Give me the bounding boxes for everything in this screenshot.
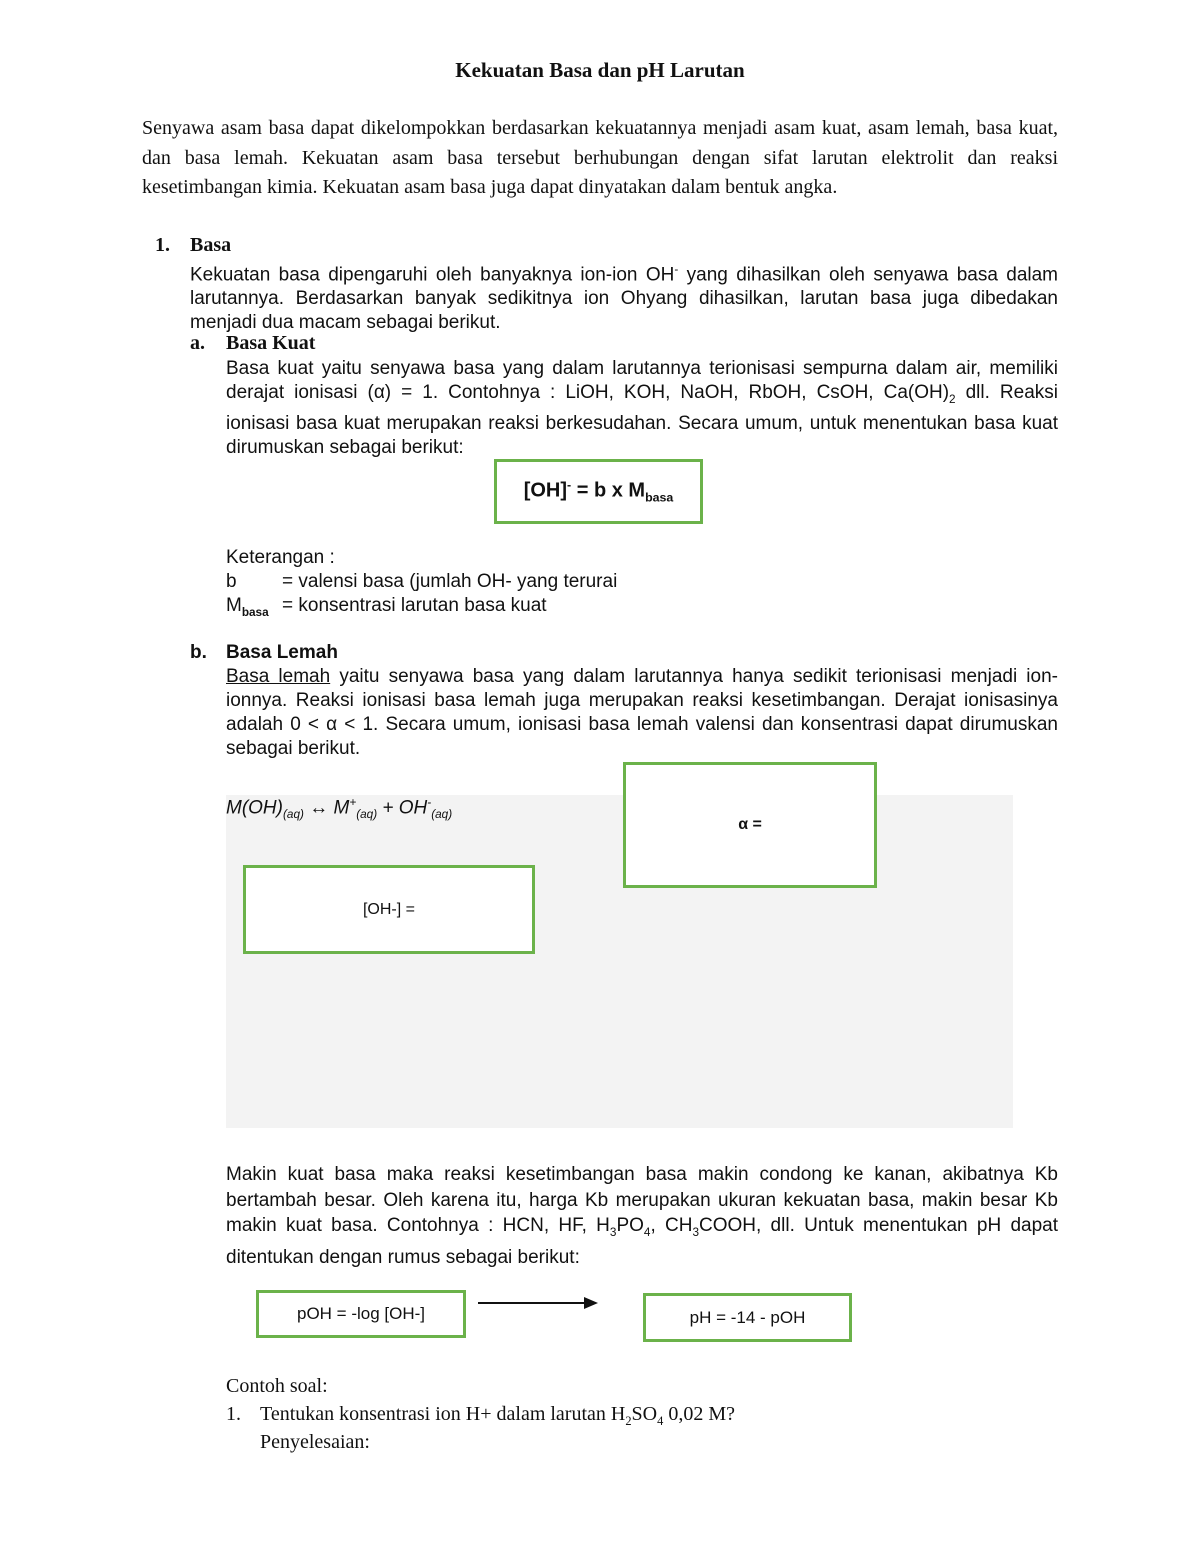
- formula-shaded-area: [226, 795, 1013, 1128]
- weak-base-reaction: $M(OH)_{(aq)}$ ↔ $M^+_{(aq)} + OH^-_{(aq)}$: [226, 796, 453, 822]
- alpha-formula-box: [623, 762, 877, 888]
- keterangan-b-desc: = valensi basa (jumlah OH- yang terurai: [282, 571, 618, 592]
- answer-label: Penyelesaian:: [260, 1431, 370, 1453]
- keterangan-m-label: $M_{basa}$: [226, 595, 269, 619]
- keterangan-m-desc: = konsentrasi larutan basa kuat: [282, 595, 547, 616]
- contoh-soal-label: Contoh soal:: [226, 1375, 328, 1397]
- subsection-heading-basa-kuat: Basa Kuat: [226, 332, 316, 354]
- ph-formula-box: [643, 1293, 852, 1342]
- alpha-formula: α =: [738, 816, 762, 833]
- poh-formula: pOH = -log [OH-]: [296, 1304, 425, 1323]
- question-number: 1.: [226, 1403, 241, 1425]
- strong-base-formula: [OH]- = b x $M_{basa}$: [523, 478, 674, 505]
- strong-base-formula-box: [494, 459, 703, 524]
- section-basa-text: Kekuatan basa dipengaruhi oleh banyaknya ion-ion OH- yang dihasilkan oleh senyawa basa dalam larutannya. Berdasarkan banyak sedikitnya ion Ohyang dihasilkan, larutan basa juga dibedakan menjadi dua macam sebagai berikut.: [190, 263, 1059, 334]
- subsection-heading-basa-lemah: Basa Lemah: [226, 642, 338, 663]
- section-number: 1.: [155, 234, 170, 256]
- basa-lemah-text: Basa lemah yaitu senyawa basa yang dalam larutannya hanya sedikit terionisasi menjadi ion-ionnya. Reaksi ionisasi basa lemah juga merupakan reaksi kesetimbangan. Derajat ionisasinya adalah 0 < α < 1. Secara umum, ionisasi basa lemah valensi dan konsentrasi dapat dirumuskan sebagai berikut.: [226, 666, 1058, 759]
- keterangan-b-label: b: [226, 571, 237, 592]
- closing-text: Makin kuat basa maka reaksi kesetimbangan basa makin condong ke kanan, akibatnya Kb bertambah besar. Oleh karena itu, harga Kb merupakan ukuran kekuatan basa, makin besar Kb makin kuat basa. Contohnya : HCN, HF, $H_3PO_4$, $CH_3COOH$, dll. Untuk menentukan pH dapat ditentukan dengan rumus sebagai berikut:: [226, 1164, 1059, 1269]
- question-text: Tentukan konsentrasi ion H+ dalam larutan $H_2SO_4$ 0,02 M?: [260, 1403, 735, 1428]
- arrow-right-icon: [476, 1294, 600, 1314]
- oh-concentration-box: [243, 865, 535, 954]
- basa-kuat-text: Basa kuat yaitu senyawa basa yang dalam larutannya terionisasi sempurna dalam air, memiliki derajat ionisasi (α) = 1. Contohnya : LiOH, KOH, NaOH, RbOH, CsOH, $Ca(OH)_2$ dll. Reaksi ionisasi basa kuat merupakan reaksi berkesudahan. Secara umum, untuk menentukan basa kuat dirumuskan sebagai berikut:: [226, 358, 1058, 458]
- poh-formula-box: [256, 1290, 466, 1338]
- section-heading-basa: Basa: [190, 234, 232, 256]
- subsection-letter-b: b.: [190, 642, 207, 663]
- ph-formula: pH = -14 - pOH: [689, 1307, 806, 1327]
- intro-paragraph: Senyawa asam basa dapat dikelompokkan berdasarkan kekuatannya menjadi asam kuat, asam lemah, basa kuat, dan basa lemah. Kekuatan asam basa tersebut berhubungan dengan sifat larutan elektrolit dan reaksi kesetimbangan kimia. Kekuatan asam basa juga dapat dinyatakan dalam bentuk angka.: [142, 117, 1058, 198]
- subsection-letter-a: a.: [190, 332, 205, 354]
- keterangan-label: Keterangan :: [226, 547, 335, 568]
- page-title: Kekuatan Basa dan pH Larutan: [455, 58, 745, 82]
- oh-concentration-formula: [OH-] =: [362, 900, 415, 918]
